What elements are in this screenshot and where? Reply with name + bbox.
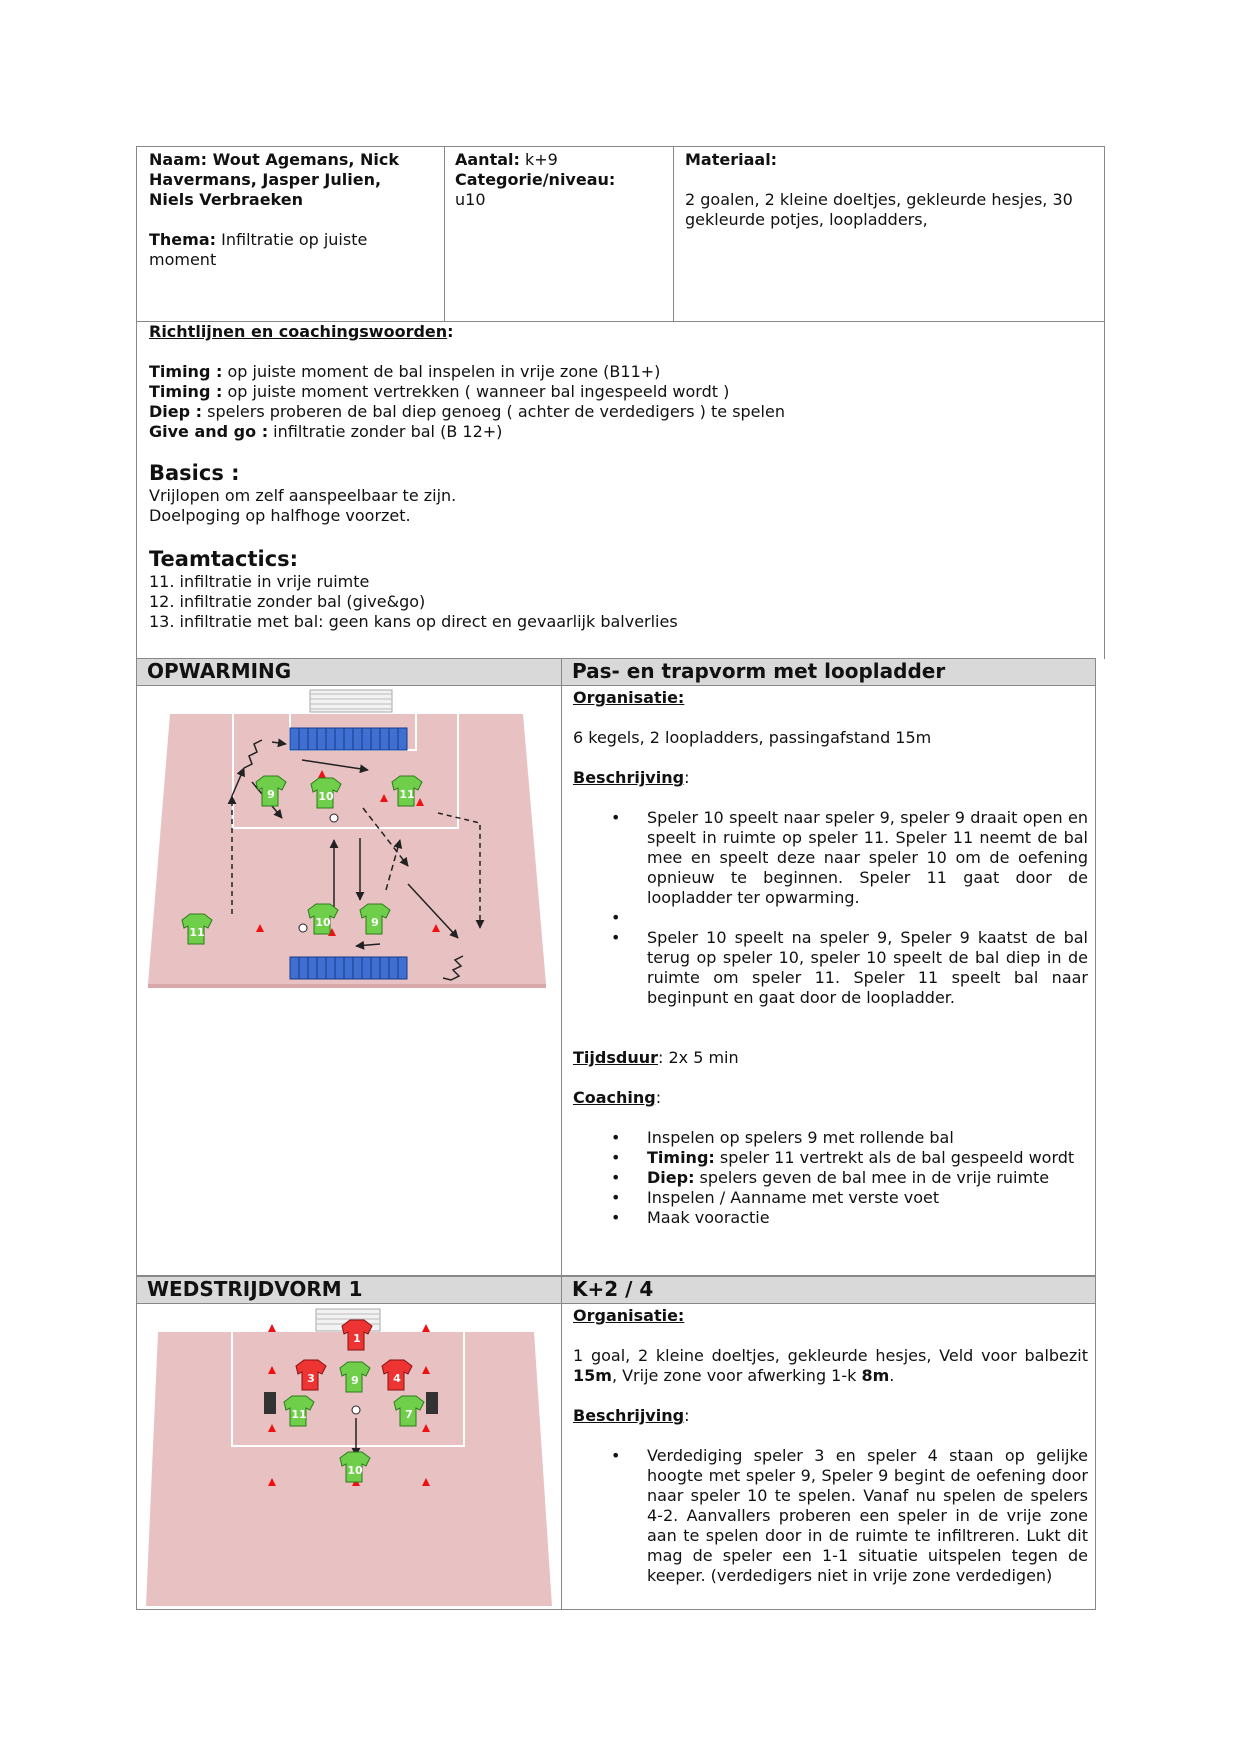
naam-line-2: Havermans, Jasper Julien, — [149, 170, 382, 189]
player-label: 1 — [353, 1332, 361, 1345]
org-label: Organisatie: — [573, 688, 685, 707]
pitch-shade — [148, 984, 546, 988]
naam-line-1: Naam: Wout Agemans, Nick — [149, 150, 400, 169]
thema-line-2: moment — [149, 250, 217, 269]
player-label: 7 — [405, 1408, 413, 1421]
guideline-item: Timing : op juiste moment vertrekken ( wanneer bal ingespeeld wordt ) — [149, 382, 730, 401]
desc-list — [573, 1446, 1088, 1586]
coach-item: • Maak vooractie — [573, 1208, 1088, 1228]
coach-item: • Inspelen op spelers 9 met rollende bal — [573, 1128, 1088, 1148]
ball-icon — [299, 924, 307, 932]
coach-list — [573, 1128, 1088, 1228]
player-label: 10 — [315, 916, 331, 929]
guidelines-content — [149, 322, 1099, 632]
guideline-item: Timing : op juiste moment de bal inspelen in vrije zone (B11+) — [149, 362, 661, 381]
guidelines-title: Richtlijnen en coachingswoorden: — [149, 322, 454, 341]
coach-item: • Diep: spelers geven de bal mee in de vrije ruimte — [573, 1168, 1088, 1188]
section1-left-header: OPWARMING — [137, 659, 561, 685]
section2-content — [573, 1306, 1088, 1586]
player-label: 9 — [351, 1374, 359, 1387]
player-label: 11 — [291, 1408, 307, 1421]
basics-item: Vrijlopen om zelf aanspeelbaar te zijn. — [149, 486, 457, 505]
categorie-value: u10 — [455, 190, 486, 209]
section2-right-header: K+2 / 4 — [562, 1277, 1095, 1303]
aantal-cell — [455, 150, 670, 210]
teamtactics-item: 12. infiltratie zonder bal (give&go) — [149, 592, 426, 611]
materiaal-line-1: 2 goalen, 2 kleine doeltjes, gekleurde hesjes, 30 — [685, 190, 1073, 209]
player-label: 10 — [347, 1464, 363, 1477]
match-diagram — [146, 1306, 552, 1608]
section1-content — [573, 688, 1088, 1228]
basics-title: Basics : — [149, 461, 240, 485]
ball-icon — [330, 814, 338, 822]
materiaal-label: Materiaal: — [685, 150, 778, 169]
small-goal — [264, 1392, 276, 1414]
teamtactics-item: 11. infiltratie in vrije ruimte — [149, 572, 370, 591]
org-label: Organisatie: — [573, 1306, 685, 1325]
player-label: 11 — [399, 788, 415, 801]
teamtactics-title: Teamtactics: — [149, 547, 299, 571]
coach-label: Coaching: — [573, 1088, 662, 1107]
guideline-item: Diep : spelers proberen de bal diep genoeg ( achter de verdedigers ) te spelen — [149, 402, 785, 421]
player-label: 10 — [318, 790, 334, 803]
org-text: 6 kegels, 2 loopladders, passingafstand 15m — [573, 728, 932, 747]
ball-icon — [352, 1406, 360, 1414]
naam-cell — [149, 150, 439, 270]
coach-item: • Timing: speler 11 vertrekt als de bal gespeeld wordt — [573, 1148, 1088, 1168]
coach-item: • Inspelen / Aanname met verste voet — [573, 1188, 1088, 1208]
player-label: 9 — [371, 916, 379, 929]
time: Tijdsduur: 2x 5 min — [573, 1048, 739, 1067]
desc-item: • Speler 10 speelt na speler 9, Speler 9 kaatst de bal terug op speler 10, speler 10 speelt de bal diep in de ruimte om speler 11. Speler 11 speelt bal naar beginpunt en gaat door de loopladder. — [573, 928, 1088, 1008]
player-label: 4 — [393, 1372, 401, 1385]
player-label: 9 — [267, 788, 275, 801]
org-text: 1 goal, 2 kleine doeltjes, gekleurde hesjes, Veld voor balbezit 15m, Vrije zone voor afwerking 1-k 8m. — [573, 1346, 1088, 1385]
small-goal — [426, 1392, 438, 1414]
pitch — [148, 714, 546, 984]
info-divider-1 — [444, 146, 445, 322]
desc-list — [573, 808, 1088, 1008]
thema: Thema: Infiltratie op juiste — [149, 230, 368, 249]
section1-right-header: Pas- en trapvorm met loopladder — [562, 659, 1095, 685]
materiaal-cell — [685, 150, 1100, 230]
naam-line-3: Niels Verbraeken — [149, 190, 303, 209]
desc-item: • Speler 10 speelt naar speler 9, speler 9 draait open en speelt in ruimte op speler 11. Speler 11 neemt de bal mee en speelt deze naar speler 10 om de oefening opnieuw te beginnen. Speler 11 gaat door de loopladder ter opwarming. — [573, 808, 1088, 908]
aantal: Aantal: k+9 — [455, 150, 558, 169]
player-label: 11 — [189, 926, 205, 939]
basics-item: Doelpoging op halfhoge voorzet. — [149, 506, 411, 525]
materiaal-line-2: gekleurde potjes, loopladders, — [685, 210, 928, 229]
guideline-item: Give and go : infiltratie zonder bal (B 12+) — [149, 422, 503, 441]
teamtactics-item: 13. infiltratie met bal: geen kans op direct en gevaarlijk balverlies — [149, 612, 678, 631]
categorie-label: Categorie/niveau: — [455, 170, 616, 189]
player-label: 3 — [307, 1372, 315, 1385]
desc-label: Beschrijving: — [573, 768, 690, 787]
desc-label: Beschrijving: — [573, 1406, 690, 1425]
info-divider-2 — [673, 146, 674, 322]
desc-item: • Verdediging speler 3 en speler 4 staan op gelijke hoogte met speler 9, Speler 9 begint de oefening door naar speler 10 te spelen. Vanaf nu spelen de spelers 4-2. Aanvallers proberen een speler in de vrije zone aan te spelen door in de ruimte te infiltreren. Lukt dit mag de speler een 1-1 situatie uitspelen tegen de keeper. (verdedigers niet in vrije zone verdedigen) — [573, 1446, 1088, 1586]
warmup-diagram — [148, 688, 548, 988]
section2-divider — [561, 1276, 562, 1610]
section1-divider — [561, 658, 562, 1276]
section2-left-header: WEDSTRIJDVORM 1 — [137, 1277, 561, 1303]
